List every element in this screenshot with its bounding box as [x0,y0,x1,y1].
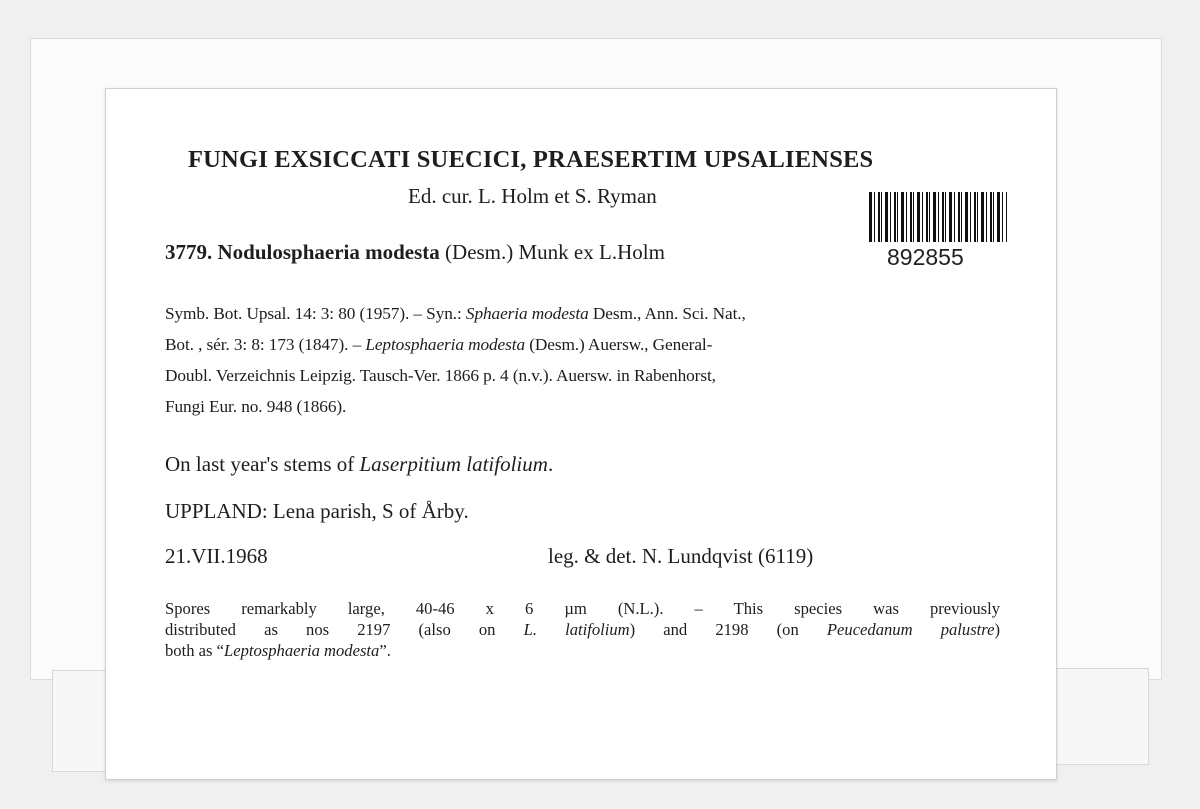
notes-line: Spores remarkably large, 40-46 x 6 µm (N.L.). – This species was previously [165,599,1000,618]
reference-line: Fungi Eur. no. 948 (1866). [165,397,347,416]
species-authority: (Desm.) Munk ex L.Holm [445,240,665,264]
envelope-flap-right [1055,668,1149,765]
reference-line: Symb. Bot. Upsal. 14: 3: 80 (1957). – Syn.: Sphaeria modesta Desm., Ann. Sci. Nat., [165,304,746,323]
series-title: FUNGI EXSICCATI SUECICI, PRAESERTIM UPSALIENSES [188,146,874,173]
series-editors: Ed. cur. L. Holm et S. Ryman [408,184,657,208]
reference-line: Doubl. Verzeichnis Leipzig. Tausch-Ver. 1866 p. 4 (n.v.). Auersw. in Rabenhorst, [165,366,716,385]
species-line [165,240,665,265]
collector: leg. & det. N. Lundqvist (6119) [548,544,814,568]
barcode-sticker [845,188,1020,276]
reference-line: Bot. , sér. 3: 8: 173 (1847). – Leptosphaeria modesta (Desm.) Auersw., General- [165,335,713,354]
specimen-number: 3779. [165,240,213,264]
species-name: Nodulosphaeria modesta [217,240,440,264]
notes-block [165,598,1000,661]
locality: UPPLAND: Lena parish, S of Årby. [165,499,469,523]
barcode-number: 892855 [887,244,964,270]
notes-line: distributed as nos 2197 (also on L. latifolium) and 2198 (on Peucedanum palustre) [165,620,1001,639]
collection-date: 21.VII.1968 [165,544,268,568]
habitat: On last year's stems of Laserpitium latifolium. [165,452,554,476]
notes-line: both as “Leptosphaeria modesta”. [165,641,391,660]
barcode-bars [869,192,1007,242]
host-name: Laserpitium latifolium [359,452,548,476]
references-block [165,298,1005,422]
